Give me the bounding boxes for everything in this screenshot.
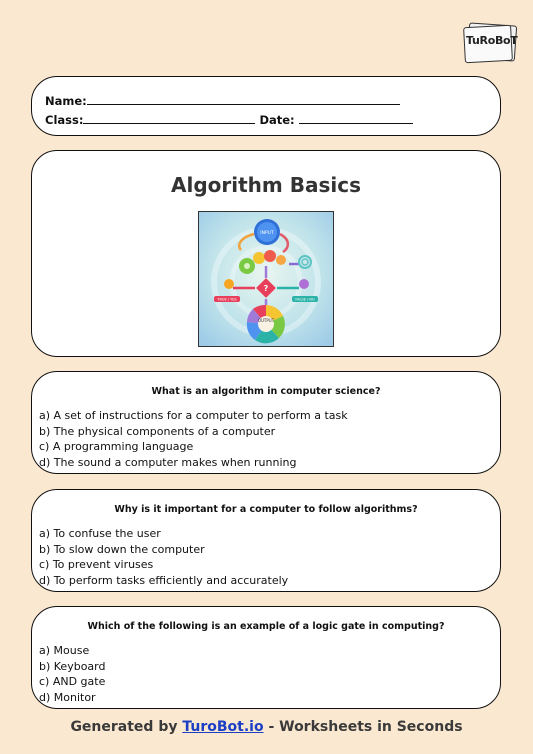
class-field[interactable] [83, 113, 255, 124]
answer-options [39, 408, 348, 470]
question-card-2 [31, 489, 501, 592]
turobot-link[interactable]: TuroBot.io [182, 719, 264, 735]
cloud-icon [299, 279, 309, 289]
footer-suffix: - Worksheets in Seconds [268, 719, 463, 735]
answer-option-d[interactable]: d) Monitor [39, 690, 96, 704]
footer [0, 719, 533, 735]
answer-option-c[interactable]: c) To prevent viruses [39, 558, 154, 571]
answer-option-a[interactable]: a) Mouse [39, 644, 90, 657]
answer-option-b[interactable]: b) The physical components of a computer [39, 424, 276, 438]
answer-option-c[interactable]: c) A programming language [39, 440, 194, 453]
name-row [45, 94, 400, 108]
output-node-label: OUTPUT [257, 318, 275, 323]
input-node-label: INPUT [260, 231, 274, 236]
title-card [31, 150, 501, 357]
true-label: TRUE / YES [217, 297, 237, 302]
question-text: Which of the following is an example of a logic gate in computing? [87, 621, 445, 632]
answer-options [39, 643, 105, 705]
answer-option-a[interactable]: a) To confuse the user [39, 527, 161, 540]
name-field[interactable] [87, 94, 400, 105]
answer-option-d[interactable]: d) The sound a computer makes when running [39, 455, 297, 469]
date-field[interactable] [299, 113, 413, 124]
answer-option-d[interactable]: d) To perform tasks efficiently and accurately [39, 573, 289, 587]
output-node [247, 305, 285, 343]
flowchart-svg [199, 212, 333, 346]
algorithm-flowchart-illustration [198, 211, 334, 347]
logo-text: TuRoBoT [466, 34, 518, 47]
footer-prefix: Generated by [70, 719, 178, 735]
worksheet-title: Algorithm Basics [171, 173, 361, 197]
student-info-card [31, 76, 501, 136]
answer-option-b[interactable]: b) Keyboard [39, 659, 106, 673]
gear-icon [253, 252, 265, 264]
question-text: Why is it important for a computer to follow algorithms? [114, 504, 418, 515]
answer-option-b[interactable]: b) To slow down the computer [39, 542, 205, 556]
question-card-1 [31, 371, 501, 474]
date-label: Date: [259, 113, 295, 127]
answer-option-a[interactable]: a) A set of instructions for a computer to perform a task [39, 409, 348, 422]
turobot-logo [462, 22, 518, 62]
gear-icon [276, 255, 286, 265]
class-label: Class: [45, 113, 84, 127]
false-label: FALSE / NO [295, 297, 315, 302]
class-date-row [45, 113, 413, 127]
smile-icon [224, 279, 234, 289]
decision-label: ? [263, 284, 269, 293]
question-card-3 [31, 606, 501, 709]
gear-icon [264, 250, 276, 262]
question-text: What is an algorithm in computer science? [151, 386, 381, 397]
answer-options [39, 526, 288, 588]
answer-option-c[interactable]: c) AND gate [39, 675, 106, 688]
name-label: Name: [45, 94, 87, 108]
